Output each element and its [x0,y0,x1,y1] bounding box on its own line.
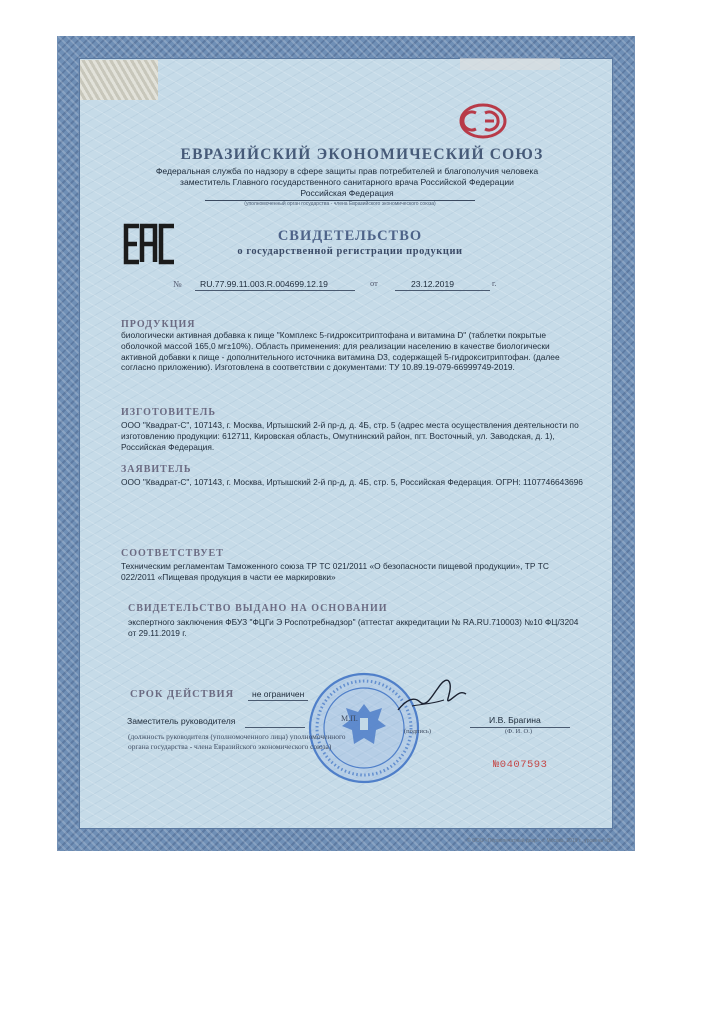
number-sign: № [173,279,182,289]
agency-line-2: заместитель Главного государственного санитарного врача Российской Федерации [180,177,514,187]
agency-caption: (уполномоченный орган государства - члена Евразийского экономического союза) [244,201,436,207]
deputy-label: Заместитель руководителя [127,716,236,726]
applicant-details: ООО "Квадрат-С", 107143, г. Москва, Иртышский 2-й пр-д, д. 4Б, стр. 5, Российская Федерация. ОГРН: 1107746643696 [121,477,583,487]
issuing-agency [120,166,574,199]
manufacturer-heading: ИЗГОТОВИТЕЛЬ [121,407,216,418]
certificate-subtitle: о государственной регистрации продукции [237,246,463,257]
blank-serial-number: №0407593 [493,759,548,771]
validity-underline [248,700,308,701]
agency-line-1: Федеральная служба по надзору в сфере защиты прав потребителей и благополучия человека [155,166,539,176]
date-from-label: от [370,278,378,288]
product-description: биологически активная добавка к пище "Комплекс 5-гидрокситриптофана и витамина D" (таблетки покрытые оболочкой массой 165,0 мг±10%). Область применения: для реализации населению в качестве биологически активной добавки к пище - дополнительного источника витамина D3, содержащей 5-гидрокситриптофан. (далее согласно приложению). Изготовлена в соответствии с документами: ТУ 10.89.19-079-66999749-2019. [121,330,560,373]
position-caption: (должность руководителя (уполномоченного лица) уполномоченного органа государства - члена Евразийского экономического союза) [128,732,346,751]
handwritten-signature [392,670,472,720]
validity-heading: СРОК ДЕЙСТВИЯ [130,689,235,700]
printer-note: © ООО «Первопечатный двор», г. Москва, 2019 г., уровень «В» [467,838,614,844]
redacted-strip [460,58,560,70]
basis-heading: СВИДЕТЕЛЬСТВО ВЫДАНО НА ОСНОВАНИИ [128,603,388,614]
conformity-details: Техническим регламентам Таможенного союза ТР ТС 021/2011 «О безопасности пищевой продукции», ТР ТС 022/2011 «Пищевая продукция в части ее маркировки» [121,561,549,582]
applicant-heading: ЗАЯВИТЕЛЬ [121,464,192,475]
deputy-underline [245,727,305,728]
hologram-sticker [80,60,158,100]
product-heading: ПРОДУКЦИЯ [121,319,196,330]
registration-number: RU.77.99.11.003.R.004699.12.19 [200,279,328,289]
basis-details: экспертного заключения ФБУЗ "ФЦГи Э Роспотребнадзор" (аттестат аккредитации № RA.RU.710003) №10 ФЦ/3204 от 29.11.2019 г. [128,617,579,638]
validity-value: не ограничен [252,689,305,699]
eurasian-union-logo-icon [458,103,508,139]
number-underline [195,290,355,291]
full-name-caption: (Ф. И. О.) [505,728,532,735]
registration-date: 23.12.2019 [411,279,455,289]
signer-name: И.В. Брагина [489,715,541,725]
eac-mark-icon [122,222,182,266]
certificate-title: СВИДЕТЕЛЬСТВО [277,228,423,244]
stamp-place-label: М.П. [341,714,358,723]
year-label: г. [492,279,497,288]
date-underline [395,290,490,291]
conformity-heading: СООТВЕТСТВУЕТ [121,548,224,559]
signature-caption: (подпись) [404,728,431,735]
agency-line-3: Российская Федерация [300,188,394,198]
manufacturer-details: ООО "Квадрат-С", 107143, г. Москва, Иртышский 2-й пр-д, д. 4Б, стр. 5 (адрес места осуществления деятельности по изготовлению продукции: 612711, Кировская область, Омутнинский район, пгт. Восточный, ул. Заводская, д. 1), Российская Федерация. [121,420,579,452]
union-title: ЕВРАЗИЙСКИЙ ЭКОНОМИЧЕСКИЙ СОЮЗ [180,146,544,163]
